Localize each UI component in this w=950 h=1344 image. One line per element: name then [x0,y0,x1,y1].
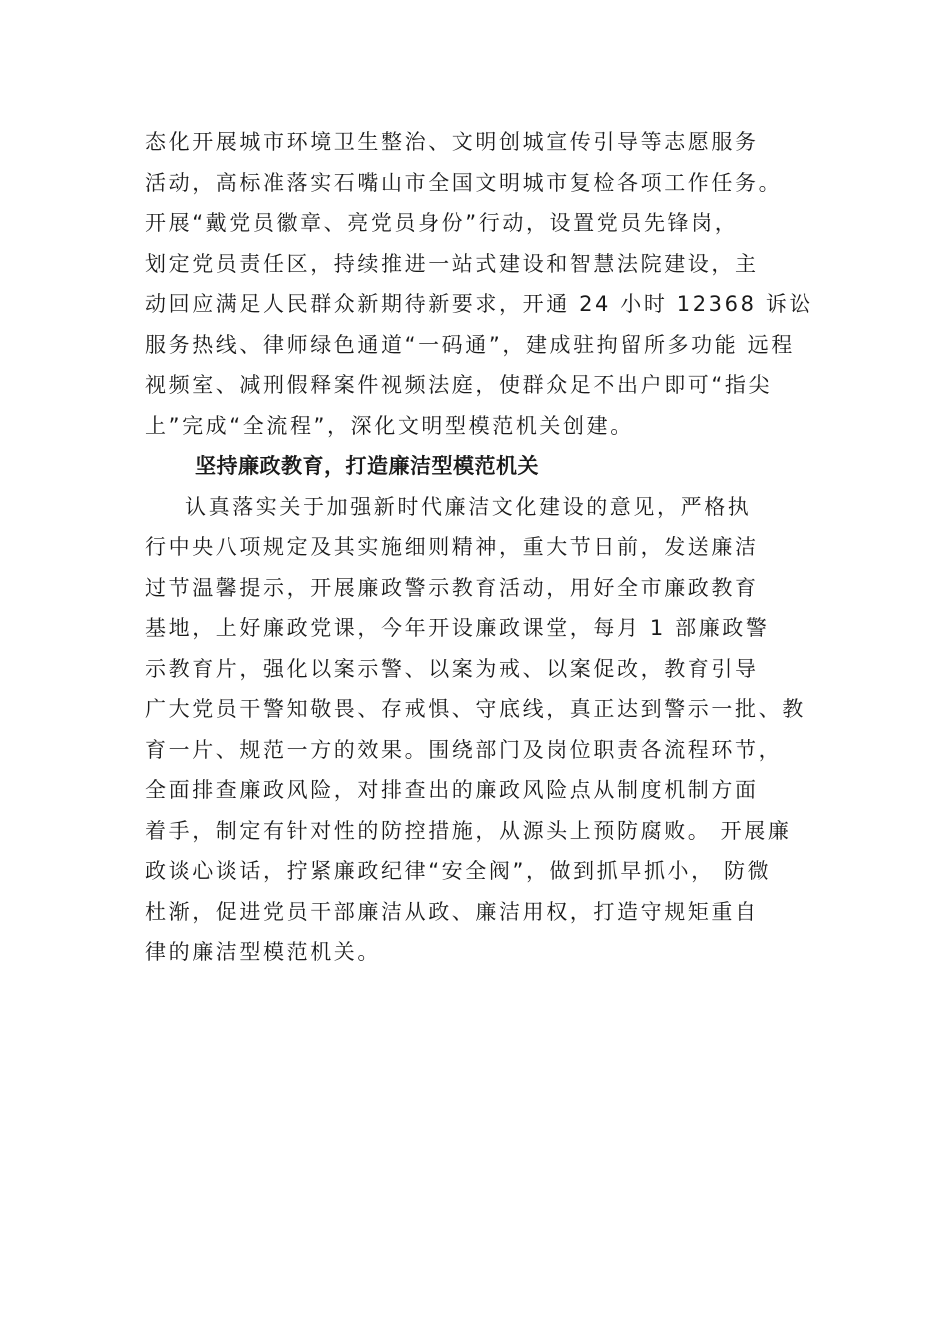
text-line: 广大党员干警知敬畏、存戒惧、守底线，真正达到警示一批、教 [145,697,806,721]
text-line: 活动，高标准落实石嘴山市全国文明城市复检各项工作任务。 [145,170,783,195]
text-line: 着手，制定有针对性的防控措施，从源头上预防腐败。 开展廉 [145,818,792,843]
text-line: 动回应满足人民群众新期待新要求，开通 24 小时 12368 诉讼 [145,292,814,316]
text-line: 过节温馨提示，开展廉政警示教育活动，用好全市廉政教育 [145,575,759,600]
paragraph-integrity [145,487,835,973]
text-line: 上”完成“全流程”，深化文明型模范机关创建。 [145,413,634,438]
text-line: 基地，上好廉政党课，今年开设廉政课堂，每月 1 部廉政警 [145,616,770,640]
text-line: 态化开展城市环境卫生整治、文明创城宣传引导等志愿服务 [145,130,759,154]
text-line: 政谈心谈话，拧紧廉政纪律“安全阀”，做到抓早抓小， 防微 [145,859,772,883]
text-line: 全面排查廉政风险，对排查出的廉政风险点从制度机制方面 [145,778,759,802]
text-line: 育一片、规范一方的效果。围绕部门及岗位职责各流程环节， [145,737,783,762]
text-line: 开展“戴党员徽章、亮党员身份”行动，设置党员先锋岗， [145,211,739,235]
paragraph-civilization [145,122,835,446]
text-line: 认真落实关于加强新时代廉洁文化建设的意见，严格执 [185,494,752,519]
text-line: 示教育片，强化以案示警、以案为戒、以案促改，教育引导 [145,656,759,681]
text-line: 服务热线、律师绿色通道“一码通”，建成驻拘留所多功能 远程 [145,332,795,357]
text-line: 律的廉洁型模范机关。 [145,940,381,964]
text-line: 划定党员责任区，持续推进一站式建设和智慧法院建设，主 [145,251,759,276]
document-body [145,122,835,973]
text-line: 行中央八项规定及其实施细则精神，重大节日前，发送廉洁 [145,535,759,559]
text-line: 杜渐，促进党员干部廉洁从政、廉洁用权，打造守规矩重自 [145,899,759,924]
section-heading: 坚持廉政教育，打造廉洁型模范机关 [195,454,539,478]
text-line: 视频室、减刑假释案件视频法庭，使群众足不出户即可“指尖 [145,373,773,397]
